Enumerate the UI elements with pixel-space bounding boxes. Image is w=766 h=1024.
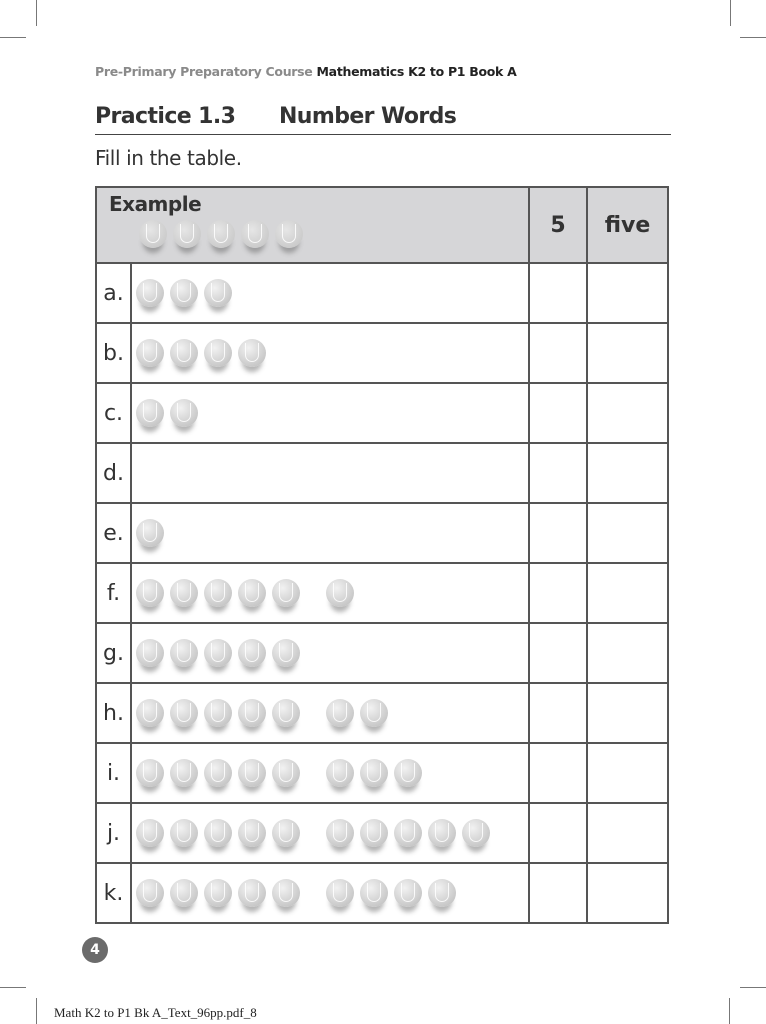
tennis-ball-icon: [170, 579, 198, 607]
tennis-ball-icon: [326, 579, 354, 607]
page-number-badge: 4: [82, 937, 108, 963]
tennis-ball-icon: [238, 339, 266, 367]
crop-mark: [729, 998, 730, 1024]
tennis-ball-icon: [428, 819, 456, 847]
example-picture-cell: [96, 187, 529, 263]
tennis-ball-icon: [204, 279, 232, 307]
crop-mark: [730, 0, 731, 26]
tennis-ball-icon: [170, 399, 198, 427]
picture-cell: [131, 683, 529, 743]
tennis-ball-icon: [204, 339, 232, 367]
row-label: b.: [96, 323, 131, 383]
table-row: [96, 383, 668, 443]
crop-mark: [36, 0, 37, 26]
example-word-cell: [587, 187, 668, 263]
tennis-ball-icon: [326, 759, 354, 787]
numeral-answer-cell[interactable]: [529, 443, 587, 503]
picture-cell: [131, 443, 529, 503]
tennis-ball-icon: [326, 819, 354, 847]
numeral-answer-cell[interactable]: [529, 503, 587, 563]
row-label: e.: [96, 503, 131, 563]
tennis-ball-icon: [170, 879, 198, 907]
table-row: [96, 443, 668, 503]
tennis-ball-icon: [136, 759, 164, 787]
tennis-ball-icon: [139, 220, 167, 248]
row-label: a.: [96, 263, 131, 323]
tennis-ball-icon: [360, 699, 388, 727]
tennis-ball-icon: [170, 639, 198, 667]
word-answer-cell[interactable]: [587, 623, 668, 683]
numeral-answer-cell[interactable]: [529, 323, 587, 383]
word-answer-cell[interactable]: [587, 743, 668, 803]
tennis-ball-icon: [204, 699, 232, 727]
tennis-ball-icon: [238, 639, 266, 667]
word-answer-cell[interactable]: [587, 323, 668, 383]
crop-mark: [740, 37, 766, 38]
picture-cell: [131, 863, 529, 923]
worksheet-table: [95, 186, 669, 924]
crop-mark: [36, 998, 37, 1024]
tennis-ball-icon: [428, 879, 456, 907]
tennis-ball-icon: [170, 279, 198, 307]
numeral-answer-cell[interactable]: [529, 863, 587, 923]
tennis-ball-icon: [272, 699, 300, 727]
tennis-ball-icon: [272, 759, 300, 787]
tennis-ball-icon: [136, 279, 164, 307]
tennis-ball-icon: [136, 879, 164, 907]
row-label: k.: [96, 863, 131, 923]
word-answer-cell[interactable]: [587, 503, 668, 563]
tennis-ball-icon: [238, 699, 266, 727]
table-row: [96, 263, 668, 323]
tennis-ball-icon: [241, 220, 269, 248]
tennis-ball-icon: [394, 759, 422, 787]
tennis-ball-icon: [136, 399, 164, 427]
tennis-ball-icon: [360, 819, 388, 847]
tennis-ball-icon: [204, 759, 232, 787]
tennis-ball-icon: [394, 819, 422, 847]
tennis-ball-icon: [238, 879, 266, 907]
crop-mark: [740, 987, 766, 988]
row-label: i.: [96, 743, 131, 803]
crop-mark: [0, 987, 26, 988]
numeral-answer-cell[interactable]: [529, 623, 587, 683]
tennis-ball-icon: [462, 819, 490, 847]
book-title: Mathematics K2 to P1 Book A: [316, 64, 517, 79]
tennis-ball-icon: [136, 819, 164, 847]
picture-cell: [131, 323, 529, 383]
table-row: [96, 743, 668, 803]
numeral-answer-cell[interactable]: [529, 743, 587, 803]
numeral-answer-cell[interactable]: [529, 563, 587, 623]
tennis-ball-icon: [272, 879, 300, 907]
tennis-ball-icon: [170, 759, 198, 787]
tennis-ball-icon: [136, 639, 164, 667]
table-row: [96, 623, 668, 683]
row-label: h.: [96, 683, 131, 743]
page-title: [95, 104, 671, 135]
tennis-ball-icon: [204, 579, 232, 607]
tennis-ball-icon: [170, 819, 198, 847]
tennis-ball-icon: [360, 759, 388, 787]
table-row: [96, 323, 668, 383]
example-numeral: 5: [550, 212, 566, 238]
tennis-ball-icon: [170, 339, 198, 367]
picture-cell: [131, 263, 529, 323]
picture-cell: [131, 743, 529, 803]
tennis-ball-icon: [136, 699, 164, 727]
row-label: d.: [96, 443, 131, 503]
picture-cell: [131, 623, 529, 683]
word-answer-cell[interactable]: [587, 263, 668, 323]
instruction: Fill in the table.: [95, 146, 242, 170]
word-answer-cell[interactable]: [587, 563, 668, 623]
example-numeral-cell: [529, 187, 587, 263]
example-row: [96, 187, 668, 263]
tennis-ball-icon: [204, 639, 232, 667]
picture-cell: [131, 803, 529, 863]
tennis-ball-icon: [136, 339, 164, 367]
example-heading: Example: [109, 192, 202, 216]
table-row: [96, 863, 668, 923]
row-label: g.: [96, 623, 131, 683]
running-head: [95, 64, 517, 79]
row-label: c.: [96, 383, 131, 443]
tennis-ball-icon: [326, 699, 354, 727]
picture-cell: [131, 563, 529, 623]
tennis-ball-icon: [136, 519, 164, 547]
example-word: five: [604, 212, 651, 238]
tennis-ball-icon: [272, 819, 300, 847]
tennis-ball-icon: [238, 759, 266, 787]
numeral-answer-cell[interactable]: [529, 383, 587, 443]
table-row: [96, 803, 668, 863]
tennis-ball-icon: [326, 879, 354, 907]
tennis-ball-icon: [204, 819, 232, 847]
table-row: [96, 563, 668, 623]
word-answer-cell[interactable]: [587, 443, 668, 503]
tennis-ball-icon: [272, 639, 300, 667]
tennis-ball-icon: [238, 579, 266, 607]
example-balls: [139, 220, 309, 248]
tennis-ball-icon: [272, 579, 300, 607]
picture-cell: [131, 383, 529, 443]
word-answer-cell[interactable]: [587, 863, 668, 923]
word-answer-cell[interactable]: [587, 683, 668, 743]
tennis-ball-icon: [394, 879, 422, 907]
tennis-ball-icon: [275, 220, 303, 248]
tennis-ball-icon: [204, 879, 232, 907]
practice-number: Practice 1.3: [95, 104, 236, 129]
numeral-answer-cell[interactable]: [529, 803, 587, 863]
tennis-ball-icon: [238, 819, 266, 847]
tennis-ball-icon: [207, 220, 235, 248]
tennis-ball-icon: [136, 579, 164, 607]
row-label: f.: [96, 563, 131, 623]
picture-cell: [131, 503, 529, 563]
numeral-answer-cell[interactable]: [529, 683, 587, 743]
table-row: [96, 503, 668, 563]
crop-mark: [0, 37, 26, 38]
word-answer-cell[interactable]: [587, 803, 668, 863]
practice-title: Number Words: [279, 104, 457, 129]
word-answer-cell[interactable]: [587, 383, 668, 443]
tennis-ball-icon: [170, 699, 198, 727]
tennis-ball-icon: [360, 879, 388, 907]
series-title: Pre-Primary Preparatory Course: [95, 64, 313, 79]
table-row: [96, 683, 668, 743]
file-slug: Math K2 to P1 Bk A_Text_96pp.pdf_8: [54, 1005, 257, 1020]
numeral-answer-cell[interactable]: [529, 263, 587, 323]
tennis-ball-icon: [173, 220, 201, 248]
row-label: j.: [96, 803, 131, 863]
